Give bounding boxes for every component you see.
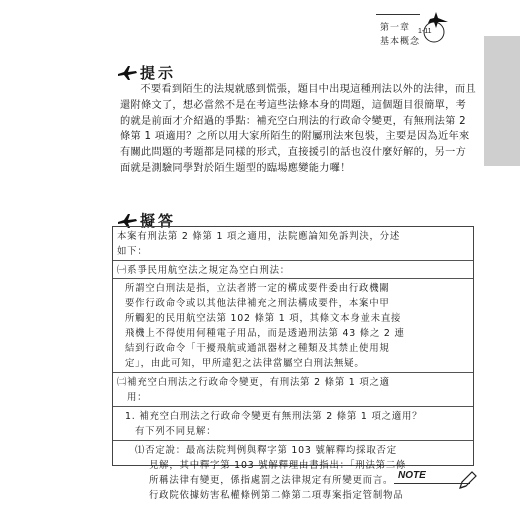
row-line: 飛機上不得使用何種電子用品，而是透過刑法第 43 條之 2 連: [125, 328, 405, 339]
note-footer: [394, 470, 480, 494]
row-line: 行政院依據妨害私權條例第二條第二項專案指定管制物品: [149, 490, 404, 501]
side-tab: [484, 36, 520, 166]
tip-heading-label: 提示: [140, 64, 177, 82]
table-row: [113, 261, 473, 279]
chapter-title: 基本概念: [380, 37, 421, 47]
tip-body: 不要看到陌生的法規就感到慌張，題目中出現這種刑法以外的法律，而且還附條文了，想必當然不是在考這些法條本身的問題，這個題目很簡單，考的就是前面才介紹過的爭點：補充空白刑法的行政命令變更，有無刑法第 2 條第 1 項適用？之所以用大家所陌生的附屬刑法來包裝，主要是因為近年來有關此問題的考題都是同樣的形式，直接援引的話也沒什麼好解的，另一方面就是測驗同學對於陌生題型的臨場應變能力囉！: [120, 84, 476, 174]
row-line: 所觸犯的民用航空法第 102 條第 1 項，其條文本身並未直接: [125, 313, 402, 324]
table-row: [113, 227, 473, 261]
row-line: 如下：: [117, 246, 148, 257]
row-line: 見解，其中釋字第 103 號解釋理由書指出：「刑法第二條: [149, 460, 407, 471]
tip-heading: [116, 62, 176, 83]
chapter-number: 第一章: [380, 23, 411, 33]
row-line: ㈠系爭民用航空法之規定為空白刑法：: [117, 265, 290, 276]
row-line: 本案有刑法第 2 條第 1 項之適用，法院應論知免訴判決，分述: [117, 231, 401, 242]
answer-heading-label: 擬答: [140, 212, 177, 230]
row-line: 要作行政命令或以其他法律補充之刑法構成要件，本案中甲: [125, 298, 390, 309]
row-line: 用：: [127, 392, 148, 403]
table-row: [113, 407, 473, 441]
row-line: 有下列不同見解：: [135, 426, 217, 437]
table-row: [113, 373, 473, 407]
row-line: ⑴否定說：最高法院判例與釋字第 103 號解釋均採取否定: [135, 445, 397, 456]
row-line: 結到行政命令「干擾飛航或通訊器材之種類及其禁止使用規: [125, 343, 390, 354]
row-line: 1. 補充空白刑法之行政命令變更有無刑法第 2 條第 1 項之適用？: [125, 411, 423, 422]
page-number: 1-11: [418, 28, 432, 35]
row-line: 定」，由此可知，甲所違犯之法律當屬空白刑法無疑。: [125, 358, 365, 369]
plane-bullet-icon: [116, 65, 138, 81]
row-line: 所謂空白刑法是指，立法者將一定的構成要件委由行政機關: [125, 283, 390, 294]
table-row: [113, 279, 473, 373]
note-label: NOTE: [398, 470, 426, 481]
row-line: ㈡補充空白刑法之行政命令變更，有刑法第 2 條第 1 項之適: [117, 377, 390, 388]
pencil-icon: [456, 470, 478, 492]
row-line: 所稱法律有變更，係指處罰之法律規定有所變更而言。: [149, 475, 394, 486]
